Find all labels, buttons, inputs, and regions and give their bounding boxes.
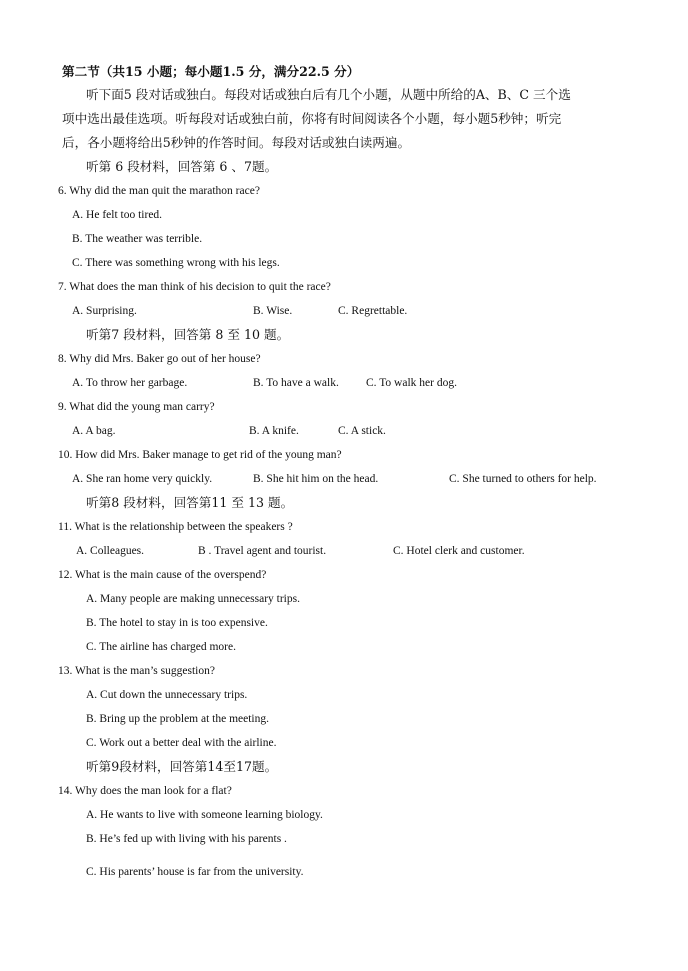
instruction-line-1: 听下面5 段对话或独白。每段对话或独白后有几个小题，从题中所给的A、B、C 三个选 xyxy=(86,87,571,102)
question-9-option-a: A. A bag. xyxy=(72,425,116,437)
question-13-stem: 13. What is the man’s suggestion? xyxy=(58,665,215,677)
question-13-option-a: A. Cut down the unnecessary trips. xyxy=(86,689,248,701)
question-14-option-a: A. He wants to live with someone learning biology. xyxy=(86,809,323,821)
question-14-option-c: C. His parents’ house is far from the university. xyxy=(86,866,304,878)
question-7-option-a: A. Surprising. xyxy=(72,305,137,317)
question-12-option-b: B. The hotel to stay in is too expensive. xyxy=(86,617,268,629)
question-10-stem: 10. How did Mrs. Baker manage to get rid of the young man? xyxy=(58,449,342,461)
question-12-option-c: C. The airline has charged more. xyxy=(86,641,236,653)
question-9-option-c: C. A stick. xyxy=(338,425,386,437)
question-14-option-b: B. He’s fed up with living with his parents . xyxy=(86,833,287,845)
question-11-option-a: A. Colleagues. xyxy=(76,545,145,557)
question-6-option-b: B. The weather was terrible. xyxy=(72,233,203,245)
question-10-option-b: B. She hit him on the head. xyxy=(253,473,379,485)
section-heading: 第二节（共15 小题；每小题1.5 分，满分22.5 分） xyxy=(62,64,360,79)
question-14-stem: 14. Why does the man look for a flat? xyxy=(58,785,232,797)
question-8-stem: 8. Why did Mrs. Baker go out of her house? xyxy=(58,353,261,365)
group-instruction-7: 听第7 段材料，回答第 8 至 10 题。 xyxy=(86,327,290,342)
group-instruction-8: 听第8 段材料，回答第11 至 13 题。 xyxy=(86,495,294,510)
question-11-option-b: B . Travel agent and tourist. xyxy=(198,545,327,557)
question-7-option-b: B. Wise. xyxy=(253,305,293,317)
question-12-option-a: A. Many people are making unnecessary trips. xyxy=(86,593,300,605)
question-8-option-b: B. To have a walk. xyxy=(253,377,339,389)
question-13-option-c: C. Work out a better deal with the airline. xyxy=(86,737,277,749)
question-7-option-c: C. Regrettable. xyxy=(338,305,408,317)
group-instruction-9: 听第9段材料，回答第14至17题。 xyxy=(86,759,278,774)
group-instruction-6: 听第 6 段材料，回答第 6 、7题。 xyxy=(86,159,278,174)
question-6-option-c: C. There was something wrong with his legs. xyxy=(72,257,280,269)
question-6-option-a: A. He felt too tired. xyxy=(72,209,163,221)
question-11-option-c: C. Hotel clerk and customer. xyxy=(393,545,525,557)
question-13-option-b: B. Bring up the problem at the meeting. xyxy=(86,713,270,725)
question-10-option-a: A. She ran home very quickly. xyxy=(72,473,213,485)
question-7-stem: 7. What does the man think of his decision to quit the race? xyxy=(58,281,331,293)
question-9-option-b: B. A knife. xyxy=(249,425,299,437)
question-6-stem: 6. Why did the man quit the marathon race? xyxy=(58,185,260,197)
instruction-line-3: 后，各小题将给出5秒钟的作答时间。每段对话或独白读两遍。 xyxy=(62,135,411,150)
instruction-line-2: 项中选出最佳选项。听每段对话或独白前，你将有时间阅读各个小题，每小题5秒钟；听完 xyxy=(62,111,562,126)
question-12-stem: 12. What is the main cause of the overspend? xyxy=(58,569,267,581)
question-11-stem: 11. What is the relationship between the speakers ? xyxy=(58,521,293,533)
question-10-option-c: C. She turned to others for help. xyxy=(449,473,597,485)
question-8-option-c: C. To walk her dog. xyxy=(366,377,457,389)
question-9-stem: 9. What did the young man carry? xyxy=(58,401,215,413)
question-8-option-a: A. To throw her garbage. xyxy=(72,377,188,389)
